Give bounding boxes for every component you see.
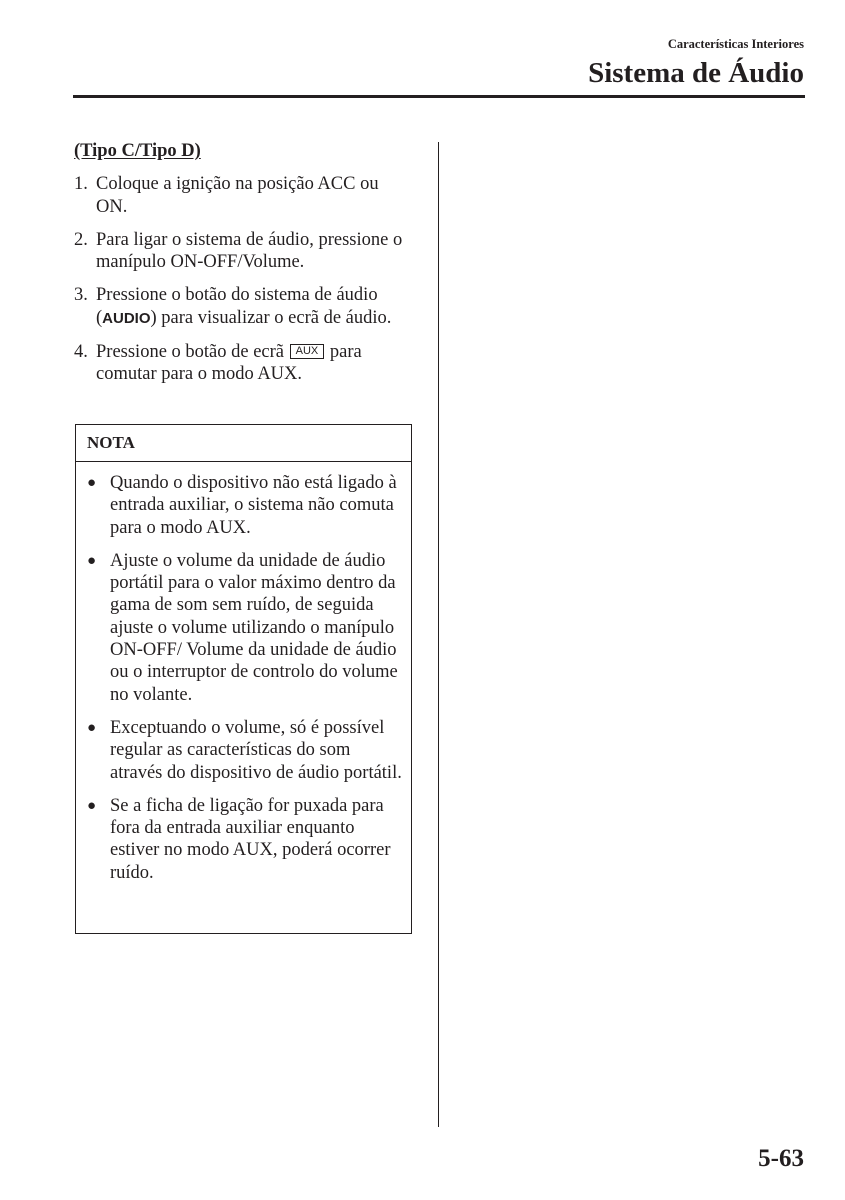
note-list bbox=[76, 462, 411, 884]
note-text: Se a ficha de ligação for puxada para fora da entrada auxiliar enquanto estiver no modo AUX, poderá ocorrer ruído. bbox=[110, 795, 391, 883]
steps-list bbox=[74, 173, 414, 385]
step-text-after: para comutar para o modo AUX. bbox=[96, 342, 362, 385]
note-text: Quando o dispositivo não está ligado à entrada auxiliar, o sistema não comuta para o modo AUX. bbox=[110, 473, 397, 538]
step-number: 3. bbox=[74, 285, 88, 306]
step-number: 4. bbox=[74, 342, 88, 363]
note-item bbox=[87, 472, 403, 539]
note-text: Ajuste o volume da unidade de áudio portátil para o valor máximo dentro da gama de som sem ruído, de seguida ajuste o volume utilizando o manípulo ON-OFF/ Volume da unidade de áudio ou o interruptor de controlo do volume no volante. bbox=[110, 550, 398, 705]
note-item bbox=[87, 550, 403, 706]
note-item bbox=[87, 717, 403, 784]
bullet-icon: ● bbox=[87, 552, 97, 569]
note-item bbox=[87, 795, 403, 884]
step-1 bbox=[74, 173, 414, 218]
type-heading: (Tipo C/Tipo D) bbox=[74, 141, 201, 161]
bullet-icon: ● bbox=[87, 719, 97, 736]
note-heading: NOTA bbox=[76, 425, 411, 462]
aux-screen-button-label: AUX bbox=[290, 344, 325, 359]
step-text-before: Pressione o botão do sistema de áudio ( bbox=[96, 285, 378, 328]
step-2 bbox=[74, 229, 414, 274]
step-text-after: ) para visualizar o ecrã de áudio. bbox=[150, 307, 392, 328]
bullet-icon: ● bbox=[87, 797, 97, 814]
audio-button-label: AUDIO bbox=[102, 309, 151, 327]
column-divider bbox=[438, 142, 439, 1127]
section-title: Características Interiores bbox=[667, 37, 804, 51]
note-box bbox=[75, 424, 412, 934]
bullet-icon: ● bbox=[87, 475, 97, 491]
header-rule bbox=[73, 95, 805, 98]
page-number: 5-63 bbox=[758, 1145, 804, 1172]
step-number: 1. bbox=[74, 174, 88, 195]
step-3 bbox=[74, 284, 414, 330]
step-text-before: Pressione o botão de ecrã bbox=[96, 342, 289, 363]
note-text: Exceptuando o volume, só é possível regular as características do som através do dispositivo de áudio portátil. bbox=[110, 717, 402, 783]
step-text: Coloque a ignição na posição ACC ou ON. bbox=[96, 174, 379, 217]
page-title: Sistema de Áudio bbox=[588, 57, 804, 89]
step-text bbox=[96, 284, 414, 330]
step-text: Para ligar o sistema de áudio, pressione o manípulo ON-OFF/Volume. bbox=[96, 229, 403, 273]
instructions-column bbox=[74, 140, 414, 397]
step-text bbox=[96, 341, 414, 386]
step-number: 2. bbox=[74, 229, 88, 250]
step-4 bbox=[74, 341, 414, 386]
